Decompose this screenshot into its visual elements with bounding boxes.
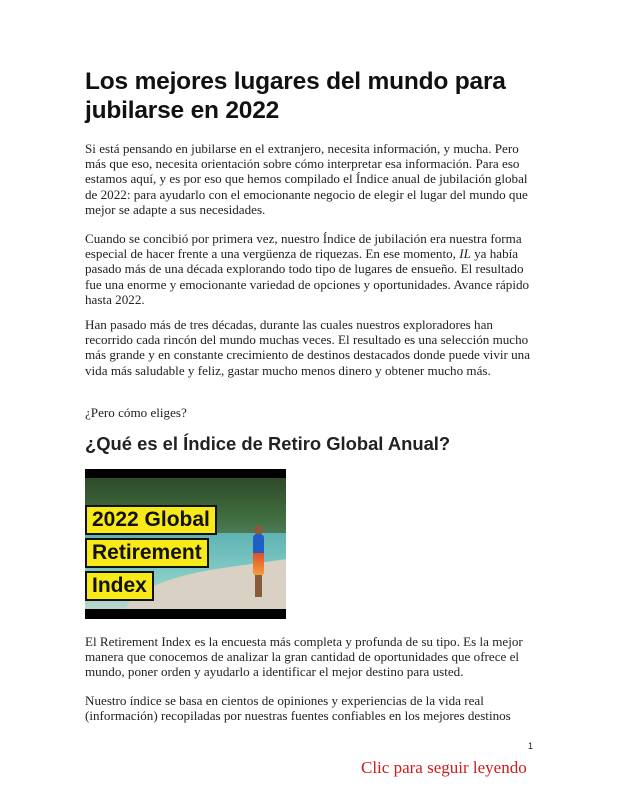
history-paragraph-part1: Cuando se concibió por primera vez, nuestro Índice de jubilación era nuestra forma especial de hacer frente a una vergüenza de riquezas. En ese momento, [85,231,522,262]
person-body [253,534,264,576]
image-label-line2: Retirement [85,538,209,568]
history-paragraph [85,231,540,307]
index-description-paragraph: El Retirement Index es la encuesta más completa y profunda de su tipo. Es la mejor manera que conocemos de analizar la gran cantidad de oportunidades que ofrece el mundo, poner orden y ayudarlo a identificar el mejor destino para usted. [85,634,523,680]
history-paragraph-part2: ya había pasado más de una década explorando todo tipo de lugares de ensueño. El resultado fue una enorme y emocionante variedad de opciones y oportunidades. Avance rápido hasta 2022. [85,246,530,307]
intro-paragraph: Si está pensando en jubilarse en el extranjero, necesita información, y mucha. Pero más que eso, necesita orientación sobre cómo interpretar esa información. Para eso estamos aquí, y es por eso que hemos compilado el Índice anual de jubilación global de 2022: para ayudarlo con el emocionante negocio de elegir el lugar del mundo que mejor se adapte a sus necesidades. [85,141,528,217]
beach-scene [85,478,286,609]
section-heading: ¿Qué es el Índice de Retiro Global Anual? [85,433,451,454]
il-brand: IL [459,246,471,262]
retirement-index-image [85,469,286,619]
question-paragraph: ¿Pero cómo eliges? [85,405,187,420]
page-number: 1 [528,741,534,751]
page-title: Los mejores lugares del mundo para jubilarse en 2022 [85,68,506,124]
continue-reading-link[interactable]: Clic para seguir leyendo [361,758,527,777]
image-label-line1: 2022 Global [85,505,217,535]
decades-paragraph: Han pasado más de tres décadas, durante las cuales nuestros exploradores han recorrido cada rincón del mundo muchas veces. El resultado es una selección mucho más grande y en constante crecimiento de destinos destacados donde puede vivir una vida más saludable y feliz, gastar mucho menos dinero y obtener mucho más. [85,317,531,378]
sources-paragraph: Nuestro índice se basa en cientos de opiniones y experiencias de la vida real (información) recopiladas por nuestras fuentes confiables en los mejores destinos [85,693,511,724]
image-label-line3: Index [85,571,154,601]
person-legs [255,575,262,597]
